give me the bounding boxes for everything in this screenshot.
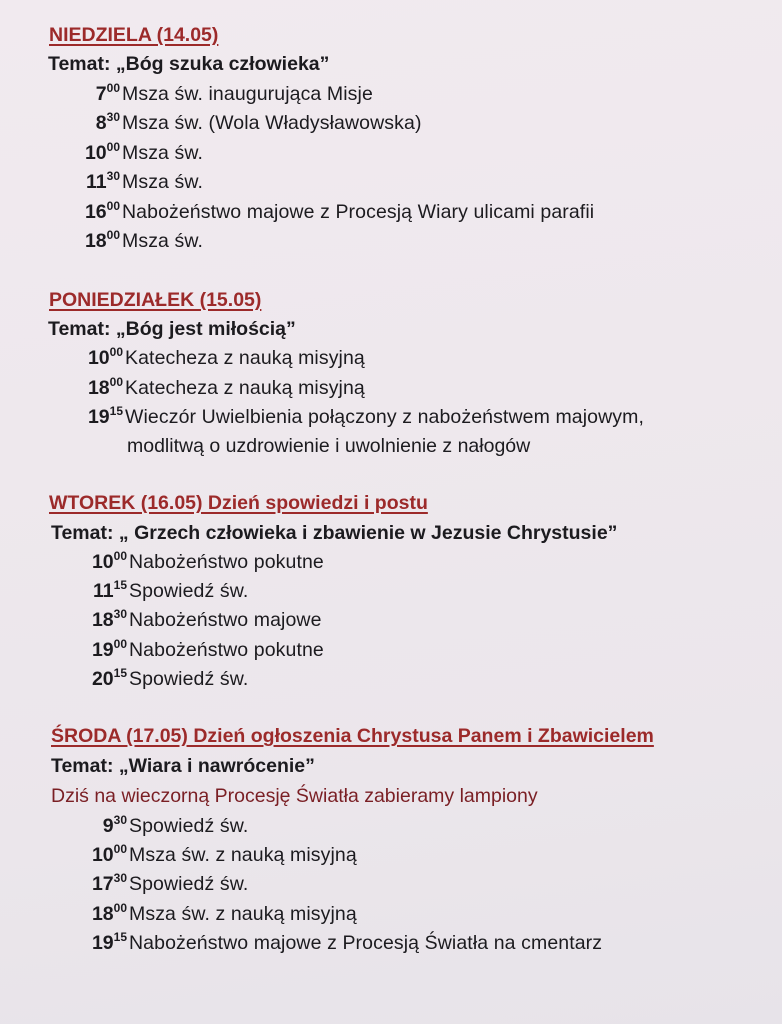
entry-text: Msza św. (Wola Władysławowska) xyxy=(122,112,422,134)
schedule-entry xyxy=(79,405,644,429)
schedule-entry xyxy=(82,82,373,106)
entry-text: Nabożeństwo pokutne xyxy=(129,551,324,573)
entry-time: $10^{00}$ xyxy=(87,345,123,369)
schedule-entry xyxy=(83,638,324,662)
entry-text: Nabożeństwo pokutne xyxy=(129,639,324,661)
schedule-entry xyxy=(83,931,602,955)
entry-text: Msza św. xyxy=(122,142,203,164)
schedule-entry xyxy=(83,843,357,867)
entry-time: $9^{30}$ xyxy=(102,813,127,837)
entry-time: $16^{00}$ xyxy=(84,199,120,223)
schedule-entry xyxy=(83,579,248,603)
entry-time: $11^{15}$ xyxy=(93,578,127,602)
section-heading: NIEDZIELA (14.05) xyxy=(49,24,219,46)
schedule-entry xyxy=(83,667,248,691)
entry-time: $18^{30}$ xyxy=(91,607,127,631)
schedule-entry xyxy=(79,376,365,400)
schedule-entry xyxy=(83,550,324,574)
entry-text: Spowiedź św. xyxy=(129,580,249,602)
entry-time: $10^{00}$ xyxy=(91,842,127,866)
section-note: Dziś na wieczorną Procesję Światła zabieramy lampiony xyxy=(51,785,538,807)
entry-text: Msza św. z nauką misyjną xyxy=(129,844,357,866)
entry-time: $18^{00}$ xyxy=(84,228,120,252)
entry-time: $10^{00}$ xyxy=(84,140,120,164)
entry-text: Katecheza z nauką misyjną xyxy=(125,347,365,369)
schedule-entry xyxy=(83,872,248,896)
section-theme: Temat: „ Grzech człowieka i zbawienie w Jezusie Chrystusie” xyxy=(51,522,618,544)
schedule-entry xyxy=(82,170,203,194)
schedule-entry xyxy=(79,346,365,370)
entry-time: $19^{00}$ xyxy=(91,637,127,661)
entry-text: Nabożeństwo majowe z Procesją Wiary ulicami parafii xyxy=(122,201,595,223)
schedule-entry xyxy=(82,141,203,165)
entry-time: $19^{15}$ xyxy=(87,404,123,428)
section-theme: Temat: „Bóg szuka człowieka” xyxy=(48,53,330,75)
schedule-entry xyxy=(83,814,248,838)
entry-text: Nabożeństwo majowe z Procesją Światła na cmentarz xyxy=(129,932,603,954)
schedule-entry xyxy=(83,608,322,632)
entry-text: Msza św. z nauką misyjną xyxy=(129,903,357,925)
section-theme: Temat: „Wiara i nawrócenie” xyxy=(51,755,315,777)
section-heading: PONIEDZIAŁEK (15.05) xyxy=(49,289,262,311)
entry-time: $7^{00}$ xyxy=(95,81,120,105)
entry-time: $11^{30}$ xyxy=(86,169,120,193)
section-heading: WTOREK (16.05) Dzień spowiedzi i postu xyxy=(49,492,428,514)
entry-text: Spowiedź św. xyxy=(129,815,249,837)
schedule-entry xyxy=(83,902,357,926)
entry-time: $17^{30}$ xyxy=(91,871,127,895)
entry-time: $10^{00}$ xyxy=(91,549,127,573)
entry-text: Msza św. xyxy=(122,230,203,252)
entry-text: Msza św. xyxy=(122,171,203,193)
entry-text: Msza św. inaugurująca Misje xyxy=(122,83,373,105)
schedule-entry xyxy=(82,111,422,135)
entry-text: Nabożeństwo majowe xyxy=(129,609,322,631)
schedule-entry xyxy=(82,229,203,253)
entry-time: $19^{15}$ xyxy=(91,930,127,954)
entry-text: Katecheza z nauką misyjną xyxy=(125,377,365,399)
section-theme: Temat: „Bóg jest miłością” xyxy=(48,318,296,340)
entry-time: $20^{15}$ xyxy=(91,666,127,690)
entry-time: $18^{00}$ xyxy=(87,375,123,399)
entry-text: Wieczór Uwielbienia połączony z nabożeństwem majowym, xyxy=(125,406,645,428)
schedule-entry xyxy=(82,200,594,224)
entry-text: Spowiedź św. xyxy=(129,873,249,895)
entry-time: $18^{00}$ xyxy=(91,901,127,925)
entry-time: $8^{30}$ xyxy=(95,110,120,134)
entry-text: Spowiedź św. xyxy=(129,668,249,690)
section-heading: ŚRODA (17.05) Dzień ogłoszenia Chrystusa Panem i Zbawicielem xyxy=(51,725,654,747)
entry-continuation: modlitwą o uzdrowienie i uwolnienie z nałogów xyxy=(127,435,531,457)
